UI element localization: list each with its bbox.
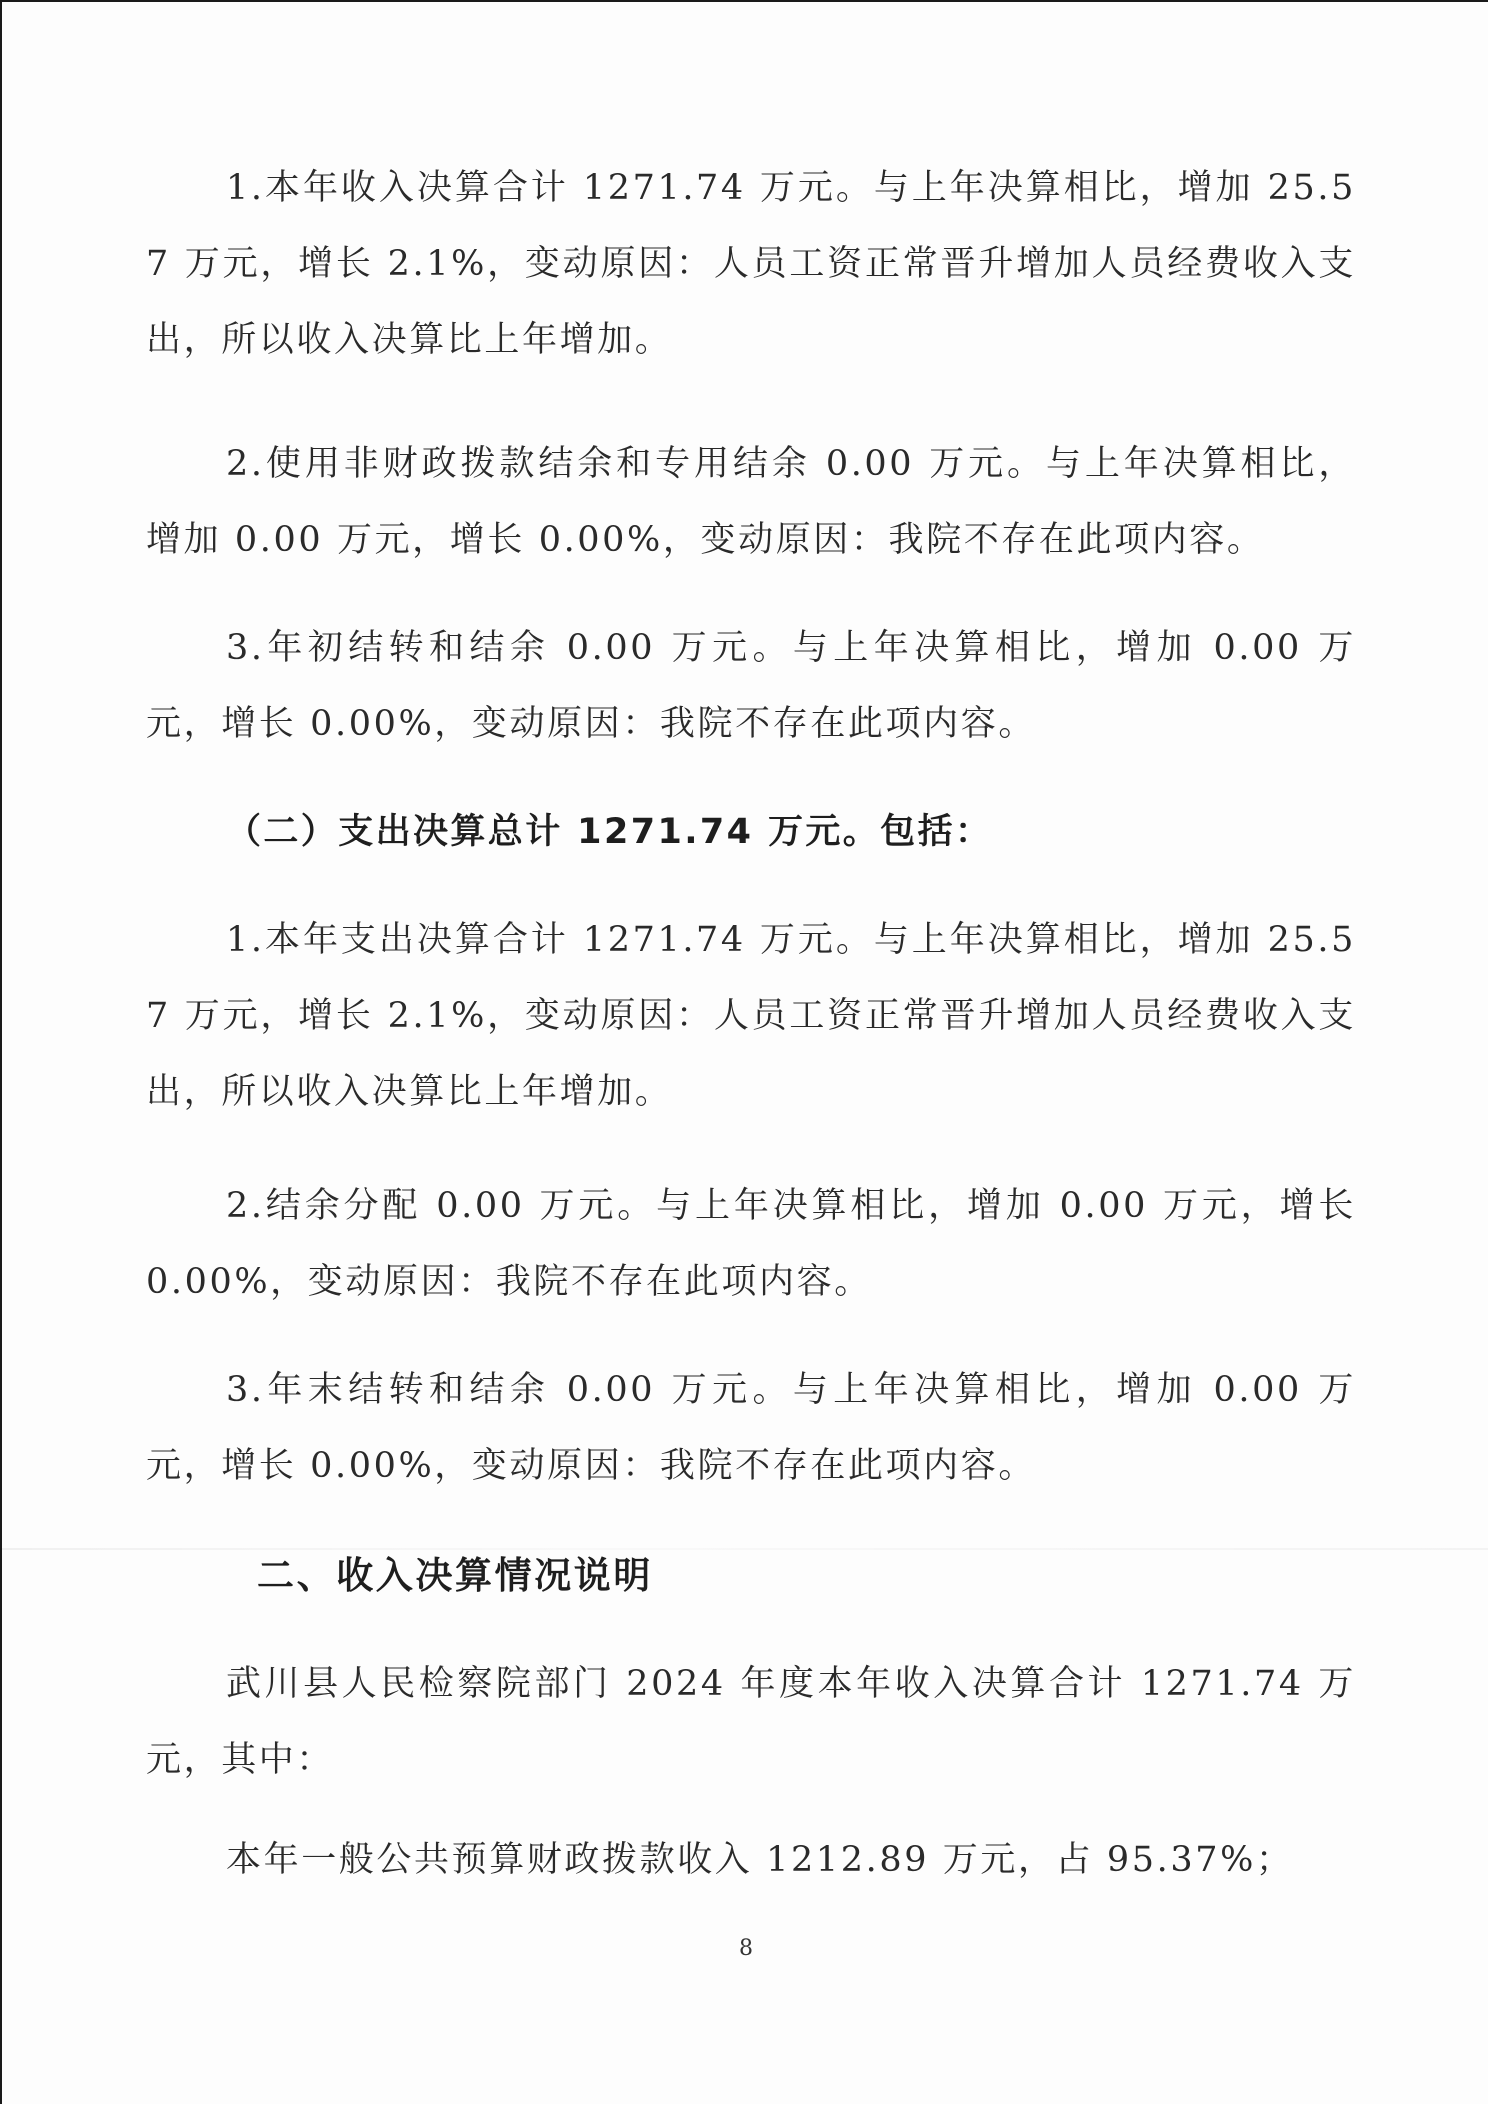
paragraph-beginning-carryover: 3.年初结转和结余 0.00 万元。与上年决算相比，增加 0.00 万元，增长 0.00%，变动原因：我院不存在此项内容。 — [146, 628, 1356, 744]
page-number: 8 — [739, 1936, 753, 1961]
paragraph-non-fiscal-surplus: 2.使用非财政拨款结余和专用结余 0.00 万元。与上年决算相比，增加 0.00 万元，增长 0.00%，变动原因：我院不存在此项内容。 — [146, 444, 1356, 560]
paragraph-income-summary: 武川县人民检察院部门 2024 年度本年收入决算合计 1271.74 万元，其中： — [146, 1664, 1356, 1780]
subheading-expenditure-total: （二）支出决算总计 1271.74 万元。包括： — [226, 812, 993, 852]
paragraph-expenditure-current-year: 1.本年支出决算合计 1271.74 万元。与上年决算相比，增加 25.57 万元，增长 2.1%，变动原因：人员工资正常晋升增加人员经费收入支出，所以收入决算比上年增加。 — [146, 920, 1356, 1112]
paragraph-income-current-year: 1.本年收入决算合计 1271.74 万元。与上年决算相比，增加 25.57 万元，增长 2.1%，变动原因：人员工资正常晋升增加人员经费收入支出，所以收入决算比上年增加。 — [146, 168, 1356, 360]
paragraph-ending-carryover: 3.年末结转和结余 0.00 万元。与上年决算相比，增加 0.00 万元，增长 0.00%，变动原因：我院不存在此项内容。 — [146, 1370, 1356, 1486]
paragraph-surplus-distribution: 2.结余分配 0.00 万元。与上年决算相比，增加 0.00 万元，增长 0.00%，变动原因：我院不存在此项内容。 — [146, 1186, 1356, 1302]
paragraph-general-budget-income: 本年一般公共预算财政拨款收入 1212.89 万元，占 95.37%； — [226, 1840, 1294, 1880]
section-heading: 二、收入决算情况说明 — [257, 1554, 653, 1597]
scan-artifact-line — [2, 1548, 1488, 1550]
